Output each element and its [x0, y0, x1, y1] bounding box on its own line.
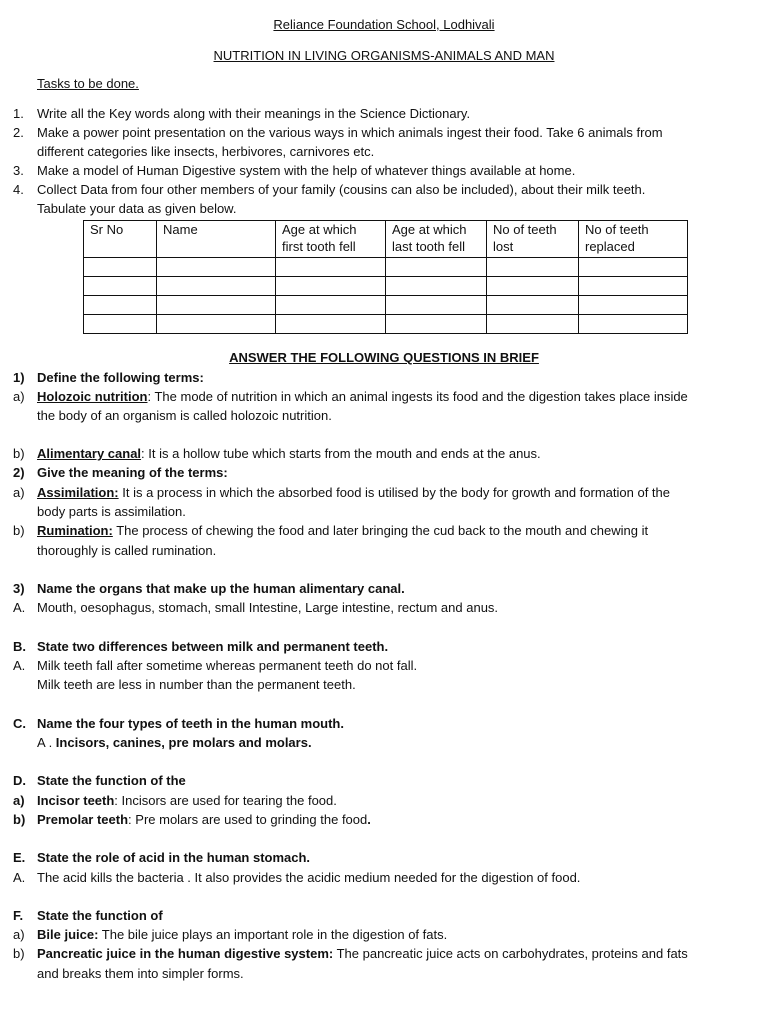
task-number: 1.	[13, 106, 24, 121]
term: Pancreatic juice in the human digestive system:	[37, 946, 334, 961]
answer-line: Mouth, oesophagus, stomach, small Intestine, Large intestine, rectum and anus.	[37, 600, 499, 615]
school-name: Reliance Foundation School, Lodhivali	[273, 17, 495, 32]
answer-line: Premolar teeth: Pre molars are used to grinding the food.	[37, 812, 371, 827]
task-text: Make a model of Human Digestive system with the help of whatever things available at home.	[37, 163, 576, 178]
term: Premolar teeth	[37, 812, 129, 827]
answer-line: body parts is assimilation.	[37, 504, 186, 519]
question-number: D.	[13, 773, 26, 788]
section-title: ANSWER THE FOLLOWING QUESTIONS IN BRIEF	[229, 350, 539, 365]
item-marker: a)	[13, 927, 25, 942]
tasks-title: Tasks to be done.	[37, 76, 139, 91]
task-text: Make a power point presentation on the various ways in which animals ingest their food. Take 6 animals from	[37, 125, 663, 140]
table-row	[84, 277, 688, 296]
table-row	[84, 296, 688, 315]
answer-line: thoroughly is called rumination.	[37, 543, 217, 558]
task-number: 3.	[13, 163, 24, 178]
table-header-cell: Name	[157, 221, 276, 258]
question-number: B.	[13, 639, 26, 654]
question-text: Name the four types of teeth in the human mouth.	[37, 716, 344, 731]
answer-line: Milk teeth are less in number than the permanent teeth.	[37, 677, 356, 692]
question-number: 2)	[13, 465, 25, 480]
answer-line: Holozoic nutrition: The mode of nutrition in which an animal ingests its food and the digestion takes place inside	[37, 389, 688, 404]
item-marker: b)	[13, 523, 25, 538]
term: Incisor teeth	[37, 793, 115, 808]
question-text: State the function of	[37, 908, 163, 923]
table-row	[84, 315, 688, 334]
question-text: State two differences between milk and permanent teeth.	[37, 639, 389, 654]
answer-line: and breaks them into simpler forms.	[37, 966, 244, 981]
question-number: 1)	[13, 370, 25, 385]
item-marker: b)	[13, 446, 25, 461]
question-text: Name the organs that make up the human alimentary canal.	[37, 581, 405, 596]
term: Rumination:	[37, 523, 113, 538]
term: Bile juice:	[37, 927, 99, 942]
answer-marker: A.	[13, 600, 26, 615]
table-header-cell: Sr No	[84, 221, 157, 258]
question-number: F.	[13, 908, 24, 923]
answer-marker: A.	[13, 658, 26, 673]
table-header-cell: Age at which last tooth fell	[386, 221, 487, 258]
answer-marker: A.	[13, 870, 26, 885]
question-number: C.	[13, 716, 26, 731]
table-row	[84, 258, 688, 277]
item-marker: a)	[13, 485, 25, 500]
answer-line: A . Incisors, canines, pre molars and molars.	[37, 735, 312, 750]
question-text: State the role of acid in the human stomach.	[37, 850, 311, 865]
table-header-cell: No of teeth lost	[487, 221, 579, 258]
answer-line: Assimilation: It is a process in which the absorbed food is utilised by the body for growth and formation of the	[37, 485, 670, 500]
task-number: 4.	[13, 182, 24, 197]
term: Alimentary canal	[37, 446, 142, 461]
question-text: State the function of the	[37, 773, 186, 788]
task-number: 2.	[13, 125, 24, 140]
task-text: Write all the Key words along with their meanings in the Science Dictionary.	[37, 106, 471, 121]
milk-teeth-table	[83, 220, 688, 334]
answer-line: Rumination: The process of chewing the food and later bringing the cud back to the mouth and chewing it	[37, 523, 649, 538]
answer-line: Milk teeth fall after sometime whereas permanent teeth do not fall.	[37, 658, 418, 673]
item-marker: a)	[13, 793, 25, 808]
table-header-cell: Age at which first tooth fell	[276, 221, 386, 258]
term: Assimilation:	[37, 485, 119, 500]
term: Holozoic nutrition	[37, 389, 148, 404]
table-header-row	[84, 221, 688, 258]
question-text: Give the meaning of the terms:	[37, 465, 228, 480]
answer-line: the body of an organism is called holozoic nutrition.	[37, 408, 332, 423]
question-number: 3)	[13, 581, 25, 596]
answer-line: Incisor teeth: Incisors are used for tearing the food.	[37, 793, 337, 808]
item-marker: b)	[13, 812, 26, 827]
answer-line: The acid kills the bacteria . It also provides the acidic medium needed for the digestion of food.	[37, 870, 581, 885]
task-text: Collect Data from four other members of your family (cousins can also be included), about their milk teeth.	[37, 182, 646, 197]
topic-title: NUTRITION IN LIVING ORGANISMS-ANIMALS AND MAN	[213, 48, 555, 63]
answer-line: Bile juice: The bile juice plays an important role in the digestion of fats.	[37, 927, 448, 942]
item-marker: b)	[13, 946, 25, 961]
answer-line: Alimentary canal: It is a hollow tube which starts from the mouth and ends at the anus.	[37, 446, 541, 461]
item-marker: a)	[13, 389, 25, 404]
answer-line: Pancreatic juice in the human digestive system: The pancreatic juice acts on carbohydrates, proteins and fats	[37, 946, 688, 961]
question-number: E.	[13, 850, 26, 865]
task-text: Tabulate your data as given below.	[37, 201, 237, 216]
question-text: Define the following terms:	[37, 370, 204, 385]
table-header-cell: No of teeth replaced	[579, 221, 688, 258]
task-text: different categories like insects, herbivores, carnivores etc.	[37, 144, 375, 159]
